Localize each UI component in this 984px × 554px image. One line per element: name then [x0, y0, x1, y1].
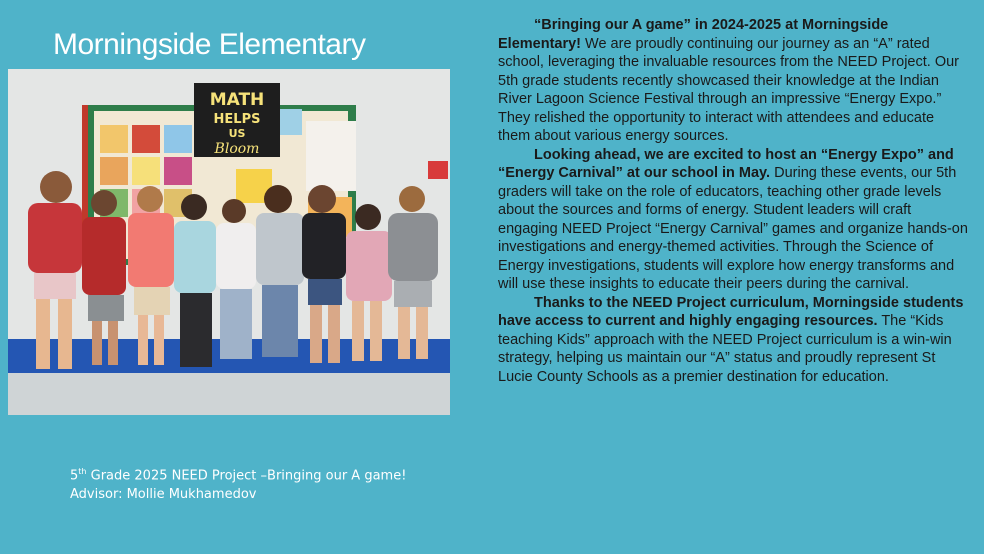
poster-line-4: Bloom: [214, 141, 260, 157]
paragraph-1-lead: “Bringing our A game” in 2024-2025 at Morningside Elementary!: [498, 17, 889, 52]
article-text: [498, 16, 968, 386]
paragraph-3-body: The “Kids teaching Kids” approach with the NEED Project curriculum is a win-win strategy, helping us maintain our “A” status and proudly represent St Lucie County Schools as a premier destination for education.: [498, 313, 952, 385]
group-photo: [8, 69, 450, 415]
caption-grade: 5: [70, 468, 79, 484]
paragraph-2-lead: Looking ahead, we are excited to host an “Energy Expo” and “Energy Carnival” at our school in May.: [498, 146, 954, 181]
paragraph-3-lead: Thanks to the NEED Project curriculum, Morningside students have access to current and highly engaging resources.: [498, 294, 964, 329]
slide-title: Morningside Elementary: [53, 28, 366, 61]
paragraph-3: [498, 294, 968, 387]
photo-caption: [70, 462, 406, 504]
caption-advisor: Advisor: Mollie Mukhamedov: [70, 487, 257, 503]
poster-line-3: US: [228, 127, 246, 140]
poster-line-1: MATH: [209, 90, 265, 110]
poster-line-2: HELPS: [213, 112, 261, 127]
caption-project: Grade 2025 NEED Project –Bringing our A game!: [86, 468, 407, 484]
caption-grade-suffix: th: [78, 467, 87, 476]
caption-line-1: [70, 462, 406, 485]
paragraph-1: [498, 16, 968, 146]
paragraph-2-body: During these events, our 5th graders will take on the role of educators, teaching other grade levels about the sources and forms of energy. Student leaders will craft engaging NEED Project “Energy Carnival” games and organize hands-on investigations and energy-themed activities. Through the Science of Energy investigations, students will explore how energy transforms and will use these insights to educate their peers during the carnival.: [498, 165, 968, 292]
paragraph-2: [498, 146, 968, 294]
paragraph-1-body: We are proudly continuing our journey as an “A” rated school, leveraging the invaluable resources from the NEED Project. Our 5th grade students recently showcased their knowledge at the Indian River Lagoon Science Festival through an impressive “Energy Expo.” They relished the opportunity to interact with attendees and educate them about various energy sources.: [498, 35, 959, 144]
